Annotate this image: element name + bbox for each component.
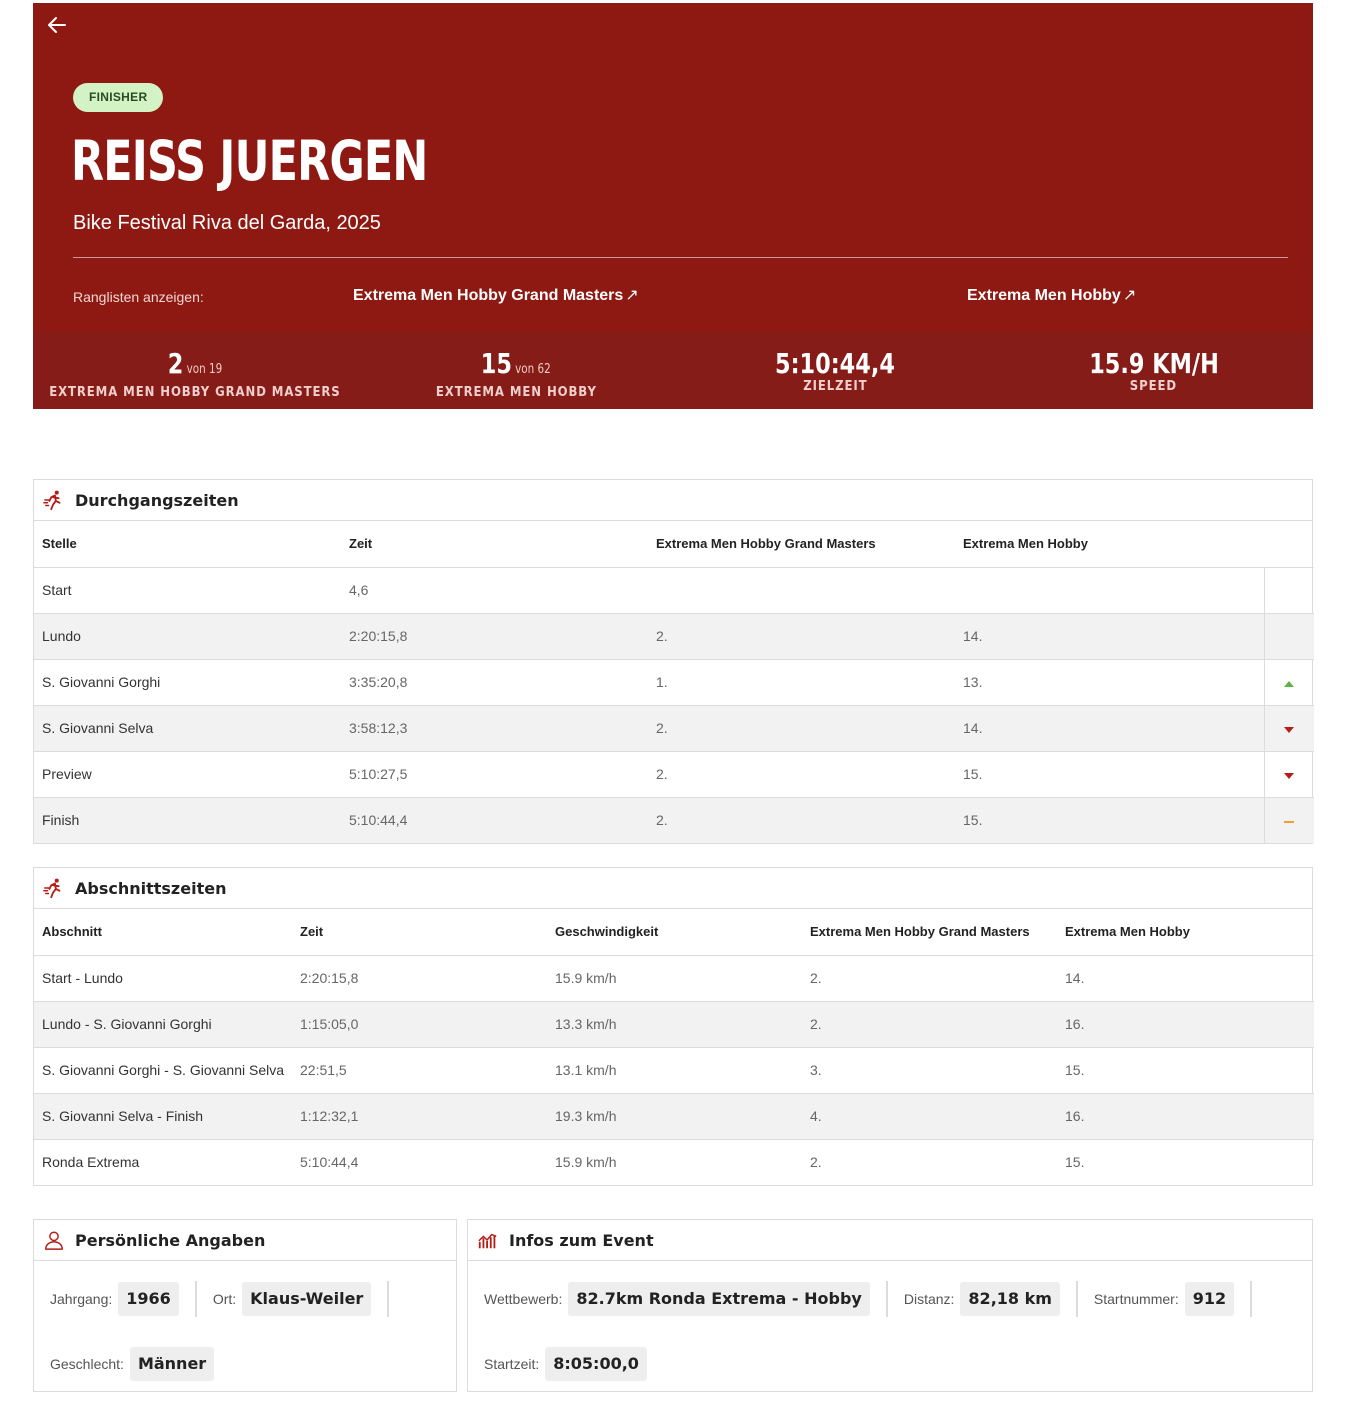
table-header-row: [34, 521, 1314, 567]
split-time: 5:10:44,4: [341, 797, 648, 843]
stat-speed: [994, 332, 1313, 409]
table-row: [34, 1001, 1314, 1047]
ranking-link-label: Extrema Men Hobby: [967, 287, 1121, 304]
column-header: Stelle: [34, 521, 341, 567]
split-rank-grand-masters: 2.: [648, 705, 955, 751]
segment-rank-hobby: 15.: [1065, 1154, 1085, 1171]
field-value: 912: [1185, 1282, 1234, 1316]
card-title: Durchgangszeiten: [75, 490, 239, 510]
startzeit-field: [484, 1346, 663, 1382]
split-name: Preview: [34, 751, 341, 797]
column-header: Zeit: [292, 909, 547, 955]
ranking-label: Ranglisten anzeigen:: [73, 289, 204, 305]
stat-value: 2 von 19: [167, 347, 223, 380]
field-value: Klaus-Weiler: [242, 1282, 371, 1316]
split-rank-hobby: 15.: [955, 751, 1264, 797]
segment-rank-grand-masters: 2.: [802, 1001, 1057, 1047]
field-label: Startzeit:: [484, 1356, 540, 1372]
field-label: Ort:: [212, 1291, 237, 1307]
splits-table: [34, 521, 1314, 843]
split-rank-grand-masters: 2.: [648, 797, 955, 843]
info-row: [484, 1281, 1296, 1317]
segment-rank-hobby: 16.: [1057, 1093, 1314, 1139]
field-value: 82.7km Ronda Extrema - Hobby: [568, 1282, 870, 1316]
wettbewerb-field: [484, 1281, 888, 1317]
column-header: Geschwindigkeit: [547, 909, 802, 955]
trend-up-icon: [1284, 681, 1294, 687]
split-name: Lundo: [34, 613, 341, 659]
split-rank-hobby: 13.: [955, 659, 1264, 705]
external-arrow-icon: ↗: [1122, 287, 1137, 304]
field-value: Männer: [130, 1347, 214, 1381]
table-row: [34, 797, 1314, 843]
stat-label: ZIELZEIT: [802, 379, 868, 394]
card-header: [34, 1220, 456, 1261]
table-row: [34, 705, 1314, 751]
field-value: 82,18 km: [960, 1282, 1060, 1316]
trend-cell: [1264, 705, 1314, 751]
segment-name: Ronda Extrema: [42, 1154, 140, 1171]
splits-card: [33, 479, 1313, 844]
trend-cell: [1264, 613, 1314, 659]
trend-cell: [1264, 659, 1314, 705]
trend-cell: [1264, 567, 1314, 613]
stat-value: 15 von 62: [481, 347, 552, 380]
split-rank-grand-masters: 2.: [648, 613, 955, 659]
personal-card: [33, 1219, 457, 1392]
stats-bar: [33, 332, 1313, 409]
trend-down-icon: [1284, 773, 1294, 779]
split-rank-hobby: 15.: [955, 797, 1264, 843]
segment-speed: 19.3 km/h: [547, 1093, 802, 1139]
segment-rank-grand-masters: 2.: [802, 955, 1057, 1001]
segment-speed: 13.1 km/h: [547, 1047, 802, 1093]
result-header: [33, 3, 1313, 409]
field-label: Jahrgang:: [50, 1291, 113, 1307]
event-info-card: [467, 1219, 1313, 1392]
stat-rank-hobby: [357, 332, 676, 409]
ort-field: [213, 1281, 390, 1317]
segment-rank-grand-masters: 2.: [810, 1154, 822, 1171]
personal-details: [34, 1261, 456, 1382]
info-row: [484, 1346, 1296, 1382]
segment-rank-hobby: 14.: [1057, 955, 1314, 1001]
ranking-link-hobby[interactable]: [967, 285, 1136, 307]
status-badge: FINISHER: [73, 83, 163, 112]
event-name: Bike Festival Riva del Garda, 2025: [73, 212, 381, 234]
runner-icon: [43, 877, 65, 899]
segments-card: [33, 867, 1313, 1186]
segment-rank-hobby: 15.: [1057, 1047, 1314, 1093]
table-row: [34, 1139, 1314, 1185]
split-rank-hobby: 14.: [955, 705, 1264, 751]
segment-time: 1:12:32,1: [292, 1093, 547, 1139]
field-label: Startnummer:: [1093, 1291, 1179, 1307]
split-name: Start: [34, 567, 341, 613]
stat-of: von 19: [186, 362, 223, 377]
field-value: 8:05:00,0: [545, 1347, 647, 1381]
segment-rank-grand-masters: 4.: [802, 1093, 1057, 1139]
segments-table: [34, 909, 1314, 1185]
athlete-name: REISS JUERGEN: [71, 129, 428, 193]
split-time: 5:10:27,5: [341, 751, 648, 797]
card-header: [34, 480, 1312, 521]
geschlecht-field: [50, 1346, 230, 1382]
segment-rank-hobby: 16.: [1057, 1001, 1314, 1047]
stat-label: EXTREMA MEN HOBBY GRAND MASTERS: [49, 385, 341, 400]
split-time: 3:35:20,8: [341, 659, 648, 705]
column-header: Extrema Men Hobby Grand Masters: [802, 909, 1057, 955]
split-rank-hobby: [955, 567, 1264, 613]
column-header: Abschnitt: [34, 909, 292, 955]
split-name: Finish: [34, 797, 341, 843]
card-title: Abschnittszeiten: [75, 878, 227, 898]
divider: [73, 257, 1288, 258]
segment-speed: 13.3 km/h: [547, 1001, 802, 1047]
ranking-link-grand-masters[interactable]: [353, 285, 639, 307]
segment-time: 5:10:44,4: [300, 1154, 359, 1171]
stat-value: 15.9 KM/H: [1088, 347, 1219, 380]
ranking-link-label: Extrema Men Hobby Grand Masters: [353, 287, 624, 304]
segment-name: S. Giovanni Gorghi - S. Giovanni Selva: [34, 1047, 292, 1093]
split-time: 2:20:15,8: [341, 613, 648, 659]
card-title: Infos zum Event: [509, 1230, 654, 1250]
split-rank-grand-masters: 2.: [648, 751, 955, 797]
column-header: Extrema Men Hobby: [955, 521, 1264, 567]
stat-of: von 62: [515, 362, 552, 377]
split-rank-grand-masters: [648, 567, 955, 613]
field-label: Geschlecht:: [50, 1356, 124, 1372]
field-value: 1966: [118, 1282, 179, 1316]
startnummer-field: [1094, 1281, 1252, 1317]
segment-time: 1:15:05,0: [292, 1001, 547, 1047]
user-icon: [43, 1229, 65, 1251]
chart-icon: [477, 1229, 499, 1251]
split-time: 4,6: [341, 567, 648, 613]
table-row: [34, 751, 1314, 797]
stat-value: 5:10:44,4: [774, 347, 895, 380]
column-header: Extrema Men Hobby Grand Masters: [648, 521, 955, 567]
card-header: [34, 868, 1312, 909]
split-time: 3:58:12,3: [341, 705, 648, 751]
table-header-row: [34, 909, 1314, 955]
segment-speed: 15.9 km/h: [555, 1154, 617, 1171]
trend-cell: [1264, 751, 1314, 797]
trend-same-icon: [1284, 821, 1294, 823]
split-name: S. Giovanni Gorghi: [34, 659, 341, 705]
table-row: [34, 567, 1314, 613]
external-arrow-icon: ↗: [625, 287, 639, 304]
field-label: Wettbewerb:: [484, 1291, 563, 1307]
field-label: Distanz:: [903, 1291, 955, 1307]
trend-down-icon: [1284, 727, 1294, 733]
stat-label: EXTREMA MEN HOBBY: [435, 385, 597, 400]
split-rank-grand-masters: 1.: [648, 659, 955, 705]
segment-rank-grand-masters: 3.: [802, 1047, 1057, 1093]
segment-name: S. Giovanni Selva - Finish: [34, 1093, 292, 1139]
jahrgang-field: [50, 1281, 197, 1317]
trend-cell: [1264, 797, 1314, 843]
segment-name: Start - Lundo: [34, 955, 292, 1001]
column-header: Zeit: [341, 521, 648, 567]
table-row: [34, 1047, 1314, 1093]
segment-time: 22:51,5: [292, 1047, 547, 1093]
card-title: Persönliche Angaben: [75, 1230, 266, 1250]
stat-rank-grand-masters: [33, 332, 357, 409]
card-header: [468, 1220, 1312, 1261]
table-row: [34, 955, 1314, 1001]
column-header: [1264, 521, 1314, 567]
runner-icon: [43, 489, 65, 511]
info-row: [50, 1281, 440, 1317]
info-row: [50, 1346, 440, 1382]
table-row: [34, 613, 1314, 659]
segment-speed: 15.9 km/h: [547, 955, 802, 1001]
distanz-field: [904, 1281, 1078, 1317]
stat-label: SPEED: [1130, 379, 1178, 394]
event-details: [468, 1261, 1312, 1382]
column-header: Extrema Men Hobby: [1057, 909, 1314, 955]
back-arrow-icon[interactable]: [45, 13, 69, 37]
stat-finish-time: [676, 332, 995, 409]
split-rank-hobby: 14.: [955, 613, 1264, 659]
table-row: [34, 1093, 1314, 1139]
split-name: S. Giovanni Selva: [34, 705, 341, 751]
segment-name: Lundo - S. Giovanni Gorghi: [34, 1001, 292, 1047]
table-row: [34, 659, 1314, 705]
segment-time: 2:20:15,8: [292, 955, 547, 1001]
